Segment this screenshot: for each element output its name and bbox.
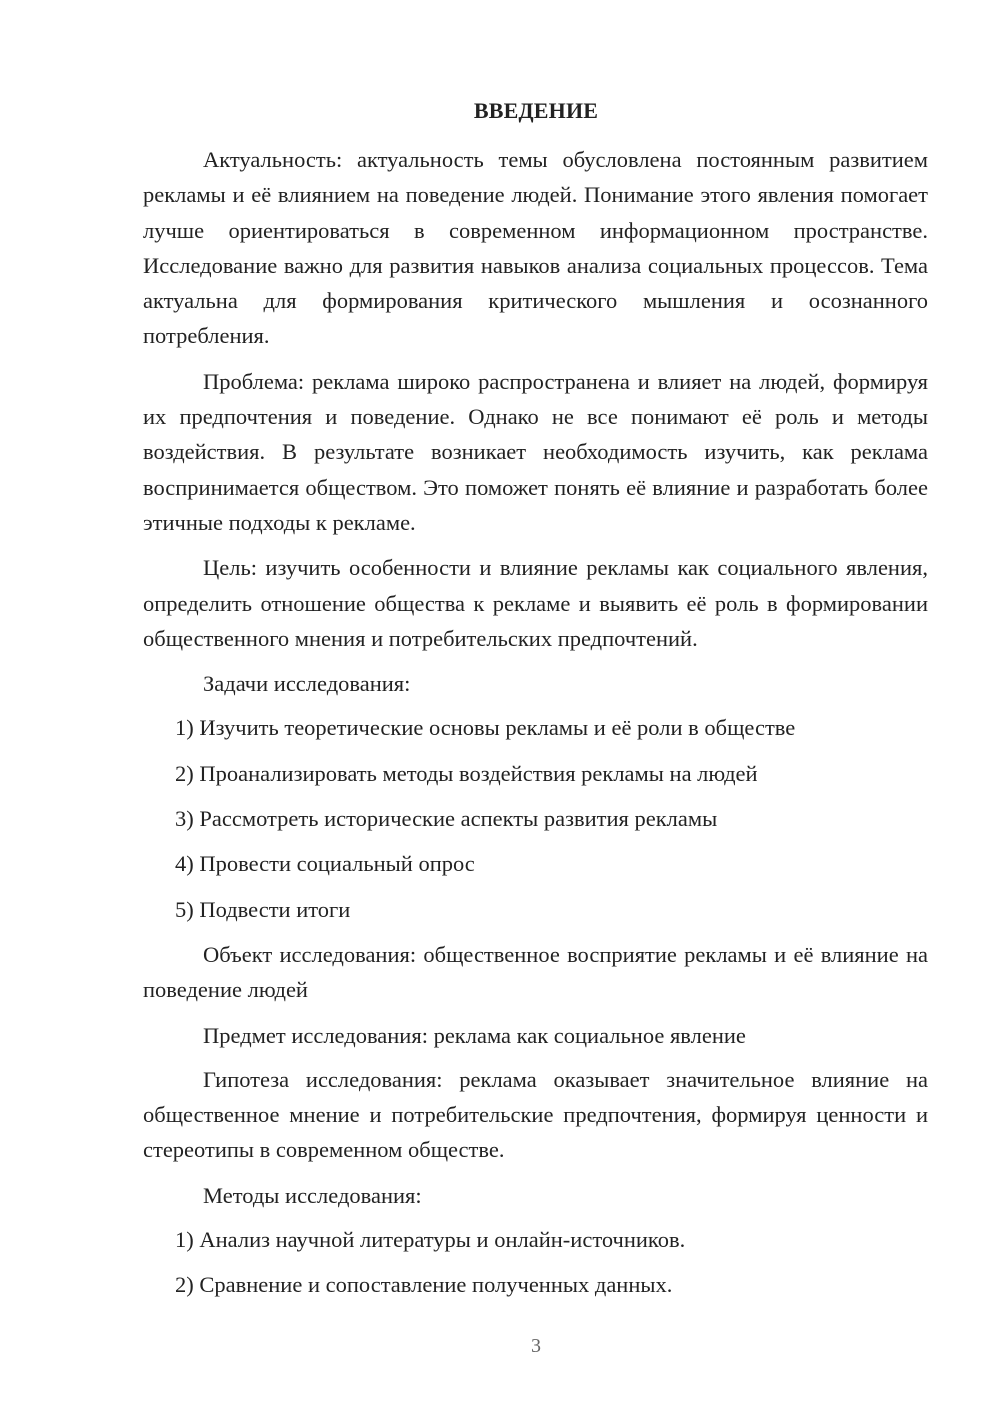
task-item-5: 5) Подвести итоги: [175, 896, 351, 922]
task-item-1: 1) Изучить теоретические основы рекламы и её роли в обществе: [175, 715, 796, 741]
tasks-heading: Задачи исследования:: [203, 671, 411, 697]
task-item-4: 4) Провести социальный опрос: [175, 851, 475, 877]
goal-paragraph: Цель: изучить особенности и влияние рекламы как социального явления, определить отношение общества к рекламе и выявить её роль в формировании общественного мнения и потребительских предпочтений.: [143, 555, 928, 651]
object-paragraph: Объект исследования: общественное восприятие рекламы и её влияние на поведение людей: [143, 941, 928, 1003]
method-item-2: 2) Сравнение и сопоставление полученных данных.: [175, 1272, 673, 1298]
method-item-1: 1) Анализ научной литературы и онлайн-источников.: [175, 1227, 686, 1253]
section-title: ВВЕДЕНИЕ: [473, 98, 599, 123]
tasks-list: [143, 710, 928, 926]
methods-list: [143, 1222, 928, 1303]
task-item-3: 3) Рассмотреть исторические аспекты развития рекламы: [175, 806, 718, 832]
hypothesis-paragraph: Гипотеза исследования: реклама оказывает значительное влияние на общественное мнение и потребительские предпочтения, формируя ценности и стереотипы в современном обществе.: [143, 1066, 928, 1163]
relevance-paragraph: Актуальность: актуальность темы обусловлена постоянным развитием рекламы и её влиянием на поведение людей. Понимание этого явления помогает лучше ориентироваться в современном информационном пространстве. Исследование важно для развития навыков анализа социальных процессов. Тема актуальна для формирования критического мышления и осознанного потребления.: [143, 147, 928, 349]
page-number: 3: [531, 1335, 541, 1357]
task-item-2: 2) Проанализировать методы воздействия рекламы на людей: [175, 760, 758, 786]
subject-paragraph: Предмет исследования: реклама как социальное явление: [203, 1022, 746, 1048]
document-body: [143, 142, 928, 1313]
methods-heading: Методы исследования:: [203, 1182, 422, 1208]
problem-paragraph: Проблема: реклама широко распространена и влияет на людей, формируя их предпочтения и поведение. Однако не все понимают её роль и методы воздействия. В результате возникает необходимость изучить, как реклама воспринимается обществом. Это поможет понять её влияние и разработать более этичные подходы к рекламе.: [143, 368, 928, 535]
